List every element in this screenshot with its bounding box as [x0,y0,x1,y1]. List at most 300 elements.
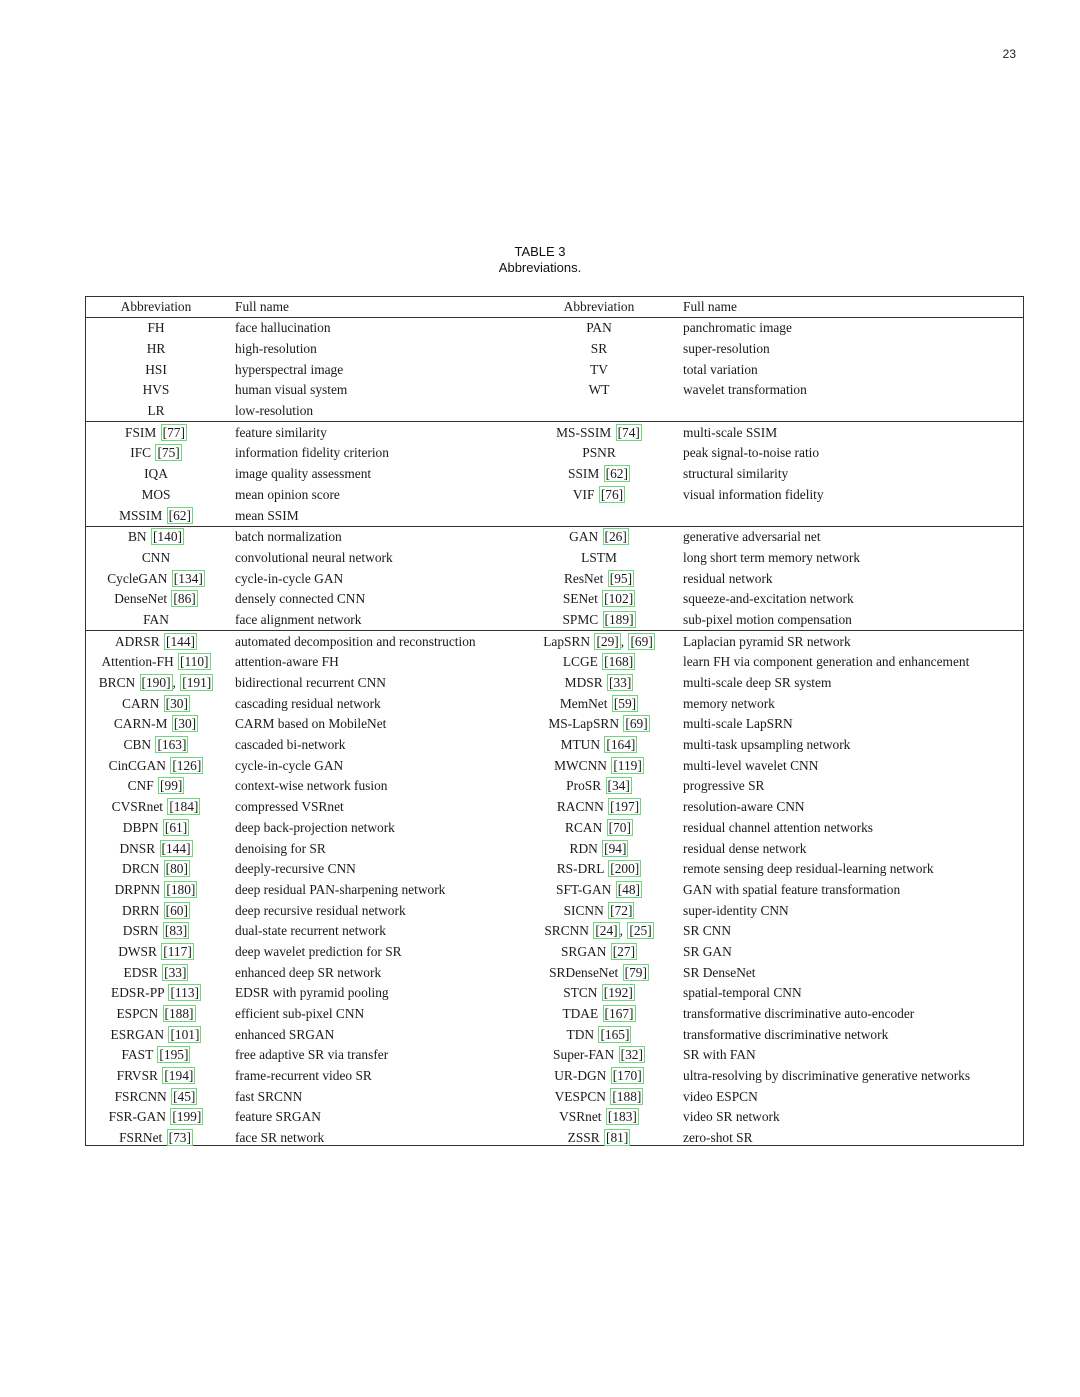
abbreviation-cell-right [524,1128,674,1149]
table-row [86,880,1023,901]
full-name-cell-left: enhanced deep SR network [235,964,382,980]
abbreviations-table-frame [85,296,1024,1146]
abbreviation-cell-left [86,610,226,631]
abbreviation-cell-right [524,359,674,380]
abbreviation-term: FSR-GAN [108,1109,166,1125]
abbreviation-term: MOS [141,486,171,502]
full-name-cell-right: resolution-aware CNN [683,799,805,815]
abbreviation-cell-left [86,485,226,506]
full-name-cell-right [674,505,1023,526]
abbreviation-cell-right [524,818,674,839]
abbreviation-cell-left [86,652,226,673]
full-name-cell-right: multi-scale deep SR system [683,675,832,691]
abbreviation-term: MS-LapSRN [548,716,619,732]
table-row [86,838,1023,859]
abbreviation-cell-right [524,797,674,818]
abbreviation-cell-right [524,339,674,360]
citation-link[interactable]: [83] [164,923,188,939]
full-name-cell-left: automated decomposition and reconstruction [226,631,524,652]
citation-link[interactable]: [81] [606,1130,629,1146]
full-name-cell-left: efficient sub-pixel CNN [235,1006,365,1022]
abbreviation-term: ADRSR [114,633,160,649]
abbreviation-term: TDAE [562,1006,599,1022]
abbreviation-term: IQA [144,466,168,482]
full-name-cell-left: human visual system [235,382,348,398]
abbreviation-cell-right [524,589,674,610]
citation-link[interactable]: [163] [157,737,187,753]
abbreviation-cell-right [524,548,674,569]
citation-link[interactable]: [26] [604,529,627,545]
abbreviation-term: STCN [563,985,598,1001]
table-row [86,755,1023,776]
citation-link[interactable]: [25] [629,923,652,939]
abbreviation-cell-left [86,755,226,776]
abbreviation-cell-right [524,568,674,589]
abbreviation-cell-right [524,1107,674,1128]
abbreviation-term: VIF [572,486,595,502]
table-row [86,422,1023,443]
abbreviation-term: LR [147,403,165,419]
citation-link[interactable]: [77] [162,424,185,440]
full-name-cell-right: Laplacian pyramid SR network [674,631,1023,652]
abbreviation-term: SICNN [563,902,604,918]
abbreviation-cell-right [524,464,674,485]
abbreviation-term: DRRN [122,902,160,918]
abbreviation-cell-left [86,1107,226,1128]
citation-link[interactable]: [188] [164,1006,194,1022]
citation-link[interactable]: [184] [169,799,199,815]
abbreviation-term: FSIM [125,424,157,440]
abbreviation-cell-right [524,1045,674,1066]
full-name-cell-right: panchromatic image [683,320,792,336]
table-row [86,631,1023,652]
table-row [86,505,1023,526]
citation-link[interactable]: [197] [610,799,640,815]
abbreviation-term: DWSR [118,943,157,959]
abbreviation-term: DenseNet [114,591,168,607]
abbreviation-term: MS-SSIM [556,424,612,440]
full-name-cell-right: multi-scale SSIM [674,422,1023,443]
abbreviation-cell-right [524,1024,674,1045]
table-row [86,900,1023,921]
table-row [86,464,1023,485]
full-name-cell-right: sub-pixel motion compensation [683,611,852,627]
full-name-cell-left: context-wise network fusion [235,778,388,794]
abbreviation-cell-right [524,755,674,776]
abbreviation-cell-left [86,859,226,880]
full-name-cell-right: peak signal-to-noise ratio [683,445,820,461]
full-name-cell-left: face SR network [235,1130,325,1146]
abbreviation-cell-left [86,318,226,339]
abbreviation-term: CNN [141,549,171,565]
full-name-cell-left: feature SRGAN [235,1109,321,1125]
abbreviation-term: ESPCN [116,1006,159,1022]
abbreviation-term: CinCGAN [108,757,166,773]
header-full-name-right: Full name [674,297,1023,318]
full-name-cell-left: EDSR with pyramid pooling [235,985,389,1001]
citation-link[interactable]: [79] [624,964,647,980]
abbreviation-cell-right [524,983,674,1004]
abbreviation-cell-right [524,631,674,652]
abbreviation-cell-left [86,401,226,422]
full-name-cell-right: progressive SR [683,778,765,794]
citation-link[interactable]: [70] [608,819,631,835]
table-row [86,548,1023,569]
full-name-cell-left: enhanced SRGAN [235,1026,335,1042]
abbreviation-term: SRGAN [560,943,607,959]
abbreviation-cell-right [524,401,674,422]
abbreviation-cell-left [86,735,226,756]
table-row [86,797,1023,818]
citation-link[interactable]: [61] [164,819,188,835]
abbreviation-term: GAN [569,529,599,545]
abbreviation-cell-right [524,693,674,714]
citation-link[interactable]: [59] [613,695,637,711]
abbreviation-term: BRCN [98,675,136,691]
table-row [86,859,1023,880]
citation-link[interactable]: [119] [613,757,642,773]
full-name-cell-right: GAN with spatial feature transformation [683,881,901,897]
table-row [86,1066,1023,1087]
abbreviation-term: HVS [142,382,170,398]
abbreviation-term: FRVSR [116,1068,158,1084]
citation-link[interactable]: [167] [604,1006,634,1022]
abbreviation-term: CNF [127,778,154,794]
abbreviation-cell-right [524,880,674,901]
abbreviation-cell-left [86,548,226,569]
abbreviation-cell-left [86,631,226,652]
citation-link[interactable]: [69] [625,716,648,732]
citation-link[interactable]: [180] [166,881,196,897]
table-header-row [86,297,1023,318]
full-name-cell-left: information fidelity criterion [235,445,389,461]
citation-link[interactable]: [195] [159,1047,189,1063]
citation-link[interactable]: [99] [160,778,183,794]
abbreviation-term: ESRGAN [110,1026,165,1042]
table-row [86,318,1023,339]
citation-link[interactable]: [192] [603,985,633,1001]
abbreviation-cell-left [86,568,226,589]
abbreviation-cell-left [86,880,226,901]
abbreviation-cell-right [524,1086,674,1107]
full-name-cell-left: frame-recurrent video SR [235,1068,372,1084]
table-row [86,1004,1023,1025]
table-body [86,318,1023,1149]
citation-link[interactable]: [113] [170,985,199,1001]
abbreviation-term: FAN [143,611,169,627]
full-name-cell-left: image quality assessment [235,466,372,482]
citation-link[interactable]: [168] [604,654,634,670]
full-name-cell-left: CARM based on MobileNet [235,716,387,732]
full-name-cell-right: SR with FAN [683,1047,756,1063]
citation-link[interactable]: [34] [607,778,630,794]
abbreviation-term: TV [590,361,608,377]
abbreviation-term: DNSR [119,840,156,856]
full-name-cell-right: video ESPCN [683,1088,758,1104]
full-name-cell-right: super-resolution [683,341,770,357]
abbreviation-term: ProSR [566,778,602,794]
abbreviation-term: CARN [122,695,160,711]
abbreviation-term: SPMC [562,611,599,627]
abbreviation-cell-left [86,900,226,921]
citation-link[interactable]: [189] [604,611,634,627]
full-name-cell-right: learn FH via component generation and enhancement [683,654,970,670]
citation-link[interactable]: [126] [172,757,202,773]
citation-link[interactable]: [60] [165,902,188,918]
abbreviation-term: RACNN [556,799,604,815]
full-name-cell-right: generative adversarial net [674,526,1023,547]
abbreviation-cell-left [86,1024,226,1045]
table-row [86,818,1023,839]
abbreviation-term: LCGE [562,654,598,670]
full-name-cell-left: bidirectional recurrent CNN [235,675,386,691]
citation-link[interactable]: [183] [607,1109,637,1125]
table-row [86,568,1023,589]
citation-link[interactable]: [110] [180,654,209,670]
full-name-cell-left: free adaptive SR via transfer [235,1047,389,1063]
citation-link[interactable]: [190] [141,675,171,691]
abbreviation-term: LapSRN [543,633,591,649]
abbreviation-cell-left [86,983,226,1004]
citation-link[interactable]: [102] [604,591,634,607]
citation-link[interactable]: [45] [173,1088,196,1104]
abbreviation-cell-left [86,776,226,797]
abbreviation-cell-left [86,464,226,485]
abbreviation-term: FAST [121,1047,154,1063]
abbreviation-cell-right [524,610,674,631]
citation-link[interactable]: [30] [165,695,188,711]
full-name-cell-left: high-resolution [235,341,317,357]
full-name-cell-left: dual-state recurrent network [235,923,386,939]
citation-link[interactable]: [30] [173,716,197,732]
citation-link[interactable]: [200] [610,861,640,877]
abbreviation-term: SR [590,341,608,357]
citation-link[interactable]: [69] [630,633,653,649]
abbreviation-cell-right [524,1066,674,1087]
table-row [86,714,1023,735]
citation-link[interactable]: [86] [173,591,196,607]
table-row [86,983,1023,1004]
citation-link[interactable]: [188] [612,1088,642,1104]
citation-link[interactable]: [191] [182,675,212,691]
citation-link[interactable]: [62] [605,466,628,482]
table-row [86,693,1023,714]
citation-link[interactable]: [75] [157,445,180,461]
abbreviation-term: CVSRnet [111,799,163,815]
abbreviation-term: HR [146,341,166,357]
abbreviation-cell-right [524,735,674,756]
abbreviation-cell-left [86,505,226,526]
citation-link[interactable]: [170] [612,1068,642,1084]
abbreviation-cell-left [86,714,226,735]
abbreviation-term: FH [147,320,165,336]
full-name-cell-left: face alignment network [235,611,362,627]
abbreviation-term: VSRnet [559,1109,602,1125]
citation-link[interactable]: [80] [165,861,188,877]
abbreviation-term: EDSR [123,964,158,980]
page-number: 23 [1002,47,1016,61]
table-row [86,380,1023,401]
table-row [86,610,1023,631]
abbreviation-cell-right [524,485,674,506]
full-name-cell-left: feature similarity [226,422,524,443]
abbreviation-cell-right [524,422,674,443]
citation-link[interactable]: [76] [600,486,624,502]
full-name-cell-right: video SR network [683,1109,780,1125]
abbreviations-table [86,297,1023,1149]
abbreviation-cell-left [86,1066,226,1087]
full-name-cell-right: residual channel attention networks [683,819,874,835]
abbreviation-cell-left [86,589,226,610]
abbreviation-cell-right [524,714,674,735]
abbreviation-term: WT [588,382,610,398]
full-name-cell-left: attention-aware FH [235,654,339,670]
full-name-cell-right: structural similarity [683,466,789,482]
full-name-cell-right: multi-level wavelet CNN [683,757,819,773]
full-name-cell-right: squeeze-and-excitation network [683,591,854,607]
abbreviation-term: MTUN [560,737,601,753]
abbreviation-cell-right [524,900,674,921]
abbreviation-term: RS-DRL [556,861,604,877]
citation-link[interactable]: [74] [617,424,640,440]
citation-separator: , [620,633,625,649]
abbreviation-term: MemNet [559,695,608,711]
table-row [86,589,1023,610]
full-name-cell-right: multi-task upsampling network [683,737,851,753]
abbreviation-cell-left [86,1004,226,1025]
abbreviation-cell-right [524,942,674,963]
abbreviation-cell-right [524,673,674,694]
citation-link[interactable]: [194] [164,1068,194,1084]
abbreviation-cell-right [524,838,674,859]
citation-link[interactable]: [33] [609,675,632,691]
abbreviation-term: ZSSR [567,1130,600,1146]
citation-link[interactable]: [101] [170,1026,200,1042]
full-name-cell-left: cycle-in-cycle GAN [235,570,344,586]
citation-separator: , [619,923,623,939]
full-name-cell-left: deep residual PAN-sharpening network [235,881,446,897]
abbreviation-term: LSTM [581,549,617,565]
citation-link[interactable]: [72] [610,902,633,918]
citation-link[interactable]: [48] [617,881,640,897]
full-name-cell-right: long short term memory network [683,549,861,565]
abbreviation-term: IFC [130,445,152,461]
citation-link[interactable]: [134] [173,570,203,586]
abbreviation-cell-left [86,1045,226,1066]
table-row [86,1045,1023,1066]
table-row [86,1128,1023,1149]
abbreviation-cell-right [524,776,674,797]
full-name-cell-left: denoising for SR [235,840,326,856]
abbreviation-cell-left [86,693,226,714]
table-row [86,1024,1023,1045]
abbreviation-term: FSRNet [119,1130,163,1146]
citation-link[interactable]: [144] [166,633,196,649]
table-row [86,962,1023,983]
abbreviation-cell-left [86,962,226,983]
abbreviation-cell-right [524,962,674,983]
full-name-cell-left: deeply-recursive CNN [235,861,356,877]
abbreviation-cell-left [86,422,226,443]
citation-link[interactable]: [32] [620,1047,643,1063]
abbreviation-cell-right [524,380,674,401]
abbreviation-cell-right [524,505,674,526]
citation-link[interactable]: [165] [600,1026,630,1042]
citation-link[interactable]: [24] [595,923,618,939]
abbreviation-term: RDN [569,840,598,856]
table-row [86,443,1023,464]
table-number: TABLE 3 [514,244,566,259]
abbreviation-term: EDSR-PP [111,985,165,1001]
abbreviation-term: SENet [562,591,598,607]
full-name-cell-right: multi-scale LapSRN [683,716,793,732]
citation-link[interactable]: [117] [163,943,192,959]
table-row [86,776,1023,797]
citation-link[interactable]: [33] [164,964,187,980]
citation-link[interactable]: [29] [596,633,619,649]
full-name-cell-right: transformative discriminative auto-encoder [683,1006,915,1022]
table-row [86,401,1023,422]
full-name-cell-right: residual network [683,570,773,586]
full-name-cell-right: wavelet transformation [683,382,807,398]
abbreviation-cell-right [524,526,674,547]
abbreviation-term: Attention-FH [101,654,174,670]
full-name-cell-right: SR CNN [683,923,731,939]
abbreviation-term: MDSR [564,675,603,691]
citation-link[interactable]: [73] [168,1130,191,1146]
citation-link[interactable]: [94] [604,840,627,856]
abbreviation-cell-left [86,921,226,942]
citation-link[interactable]: [27] [612,943,636,959]
abbreviation-term: DRPNN [114,881,160,897]
citation-link[interactable]: [62] [168,507,191,523]
citation-link[interactable]: [140] [152,529,182,545]
abbreviation-cell-right [524,443,674,464]
full-name-cell-left: compressed VSRnet [235,799,344,815]
abbreviation-term: SRDenseNet [549,964,619,980]
abbreviation-cell-right [524,1004,674,1025]
citation-link[interactable]: [144] [161,840,191,856]
full-name-cell-left: hyperspectral image [235,361,344,377]
abbreviation-term: UR-DGN [554,1068,607,1084]
full-name-cell-right: residual dense network [683,840,807,856]
abbreviation-cell-left [86,339,226,360]
citation-link[interactable]: [95] [609,570,633,586]
citation-link[interactable]: [199] [172,1109,202,1125]
table-title: Abbreviations. [498,260,582,275]
abbreviation-term: PSNR [582,445,616,461]
abbreviation-term: CycleGAN [107,570,168,586]
abbreviation-cell-left [86,1128,226,1149]
citation-link[interactable]: [164] [606,737,636,753]
full-name-cell-left: mean opinion score [235,486,340,502]
header-abbreviation-right: Abbreviation [524,297,674,318]
abbreviation-cell-right [524,859,674,880]
table-caption [0,244,1080,276]
full-name-cell-left: densely connected CNN [235,591,366,607]
abbreviation-cell-left [86,942,226,963]
full-name-cell-right: transformative discriminative network [683,1026,889,1042]
abbreviation-term: FSRCNN [114,1088,167,1104]
table-row [86,485,1023,506]
full-name-cell-right: total variation [683,361,758,377]
full-name-cell-right: SR GAN [683,943,732,959]
table-row [86,673,1023,694]
abbreviation-term: RCAN [565,819,603,835]
full-name-cell-left: fast SRCNN [235,1088,303,1104]
full-name-cell-right: spatial-temporal CNN [683,985,802,1001]
abbreviation-term: MSSIM [119,507,163,523]
